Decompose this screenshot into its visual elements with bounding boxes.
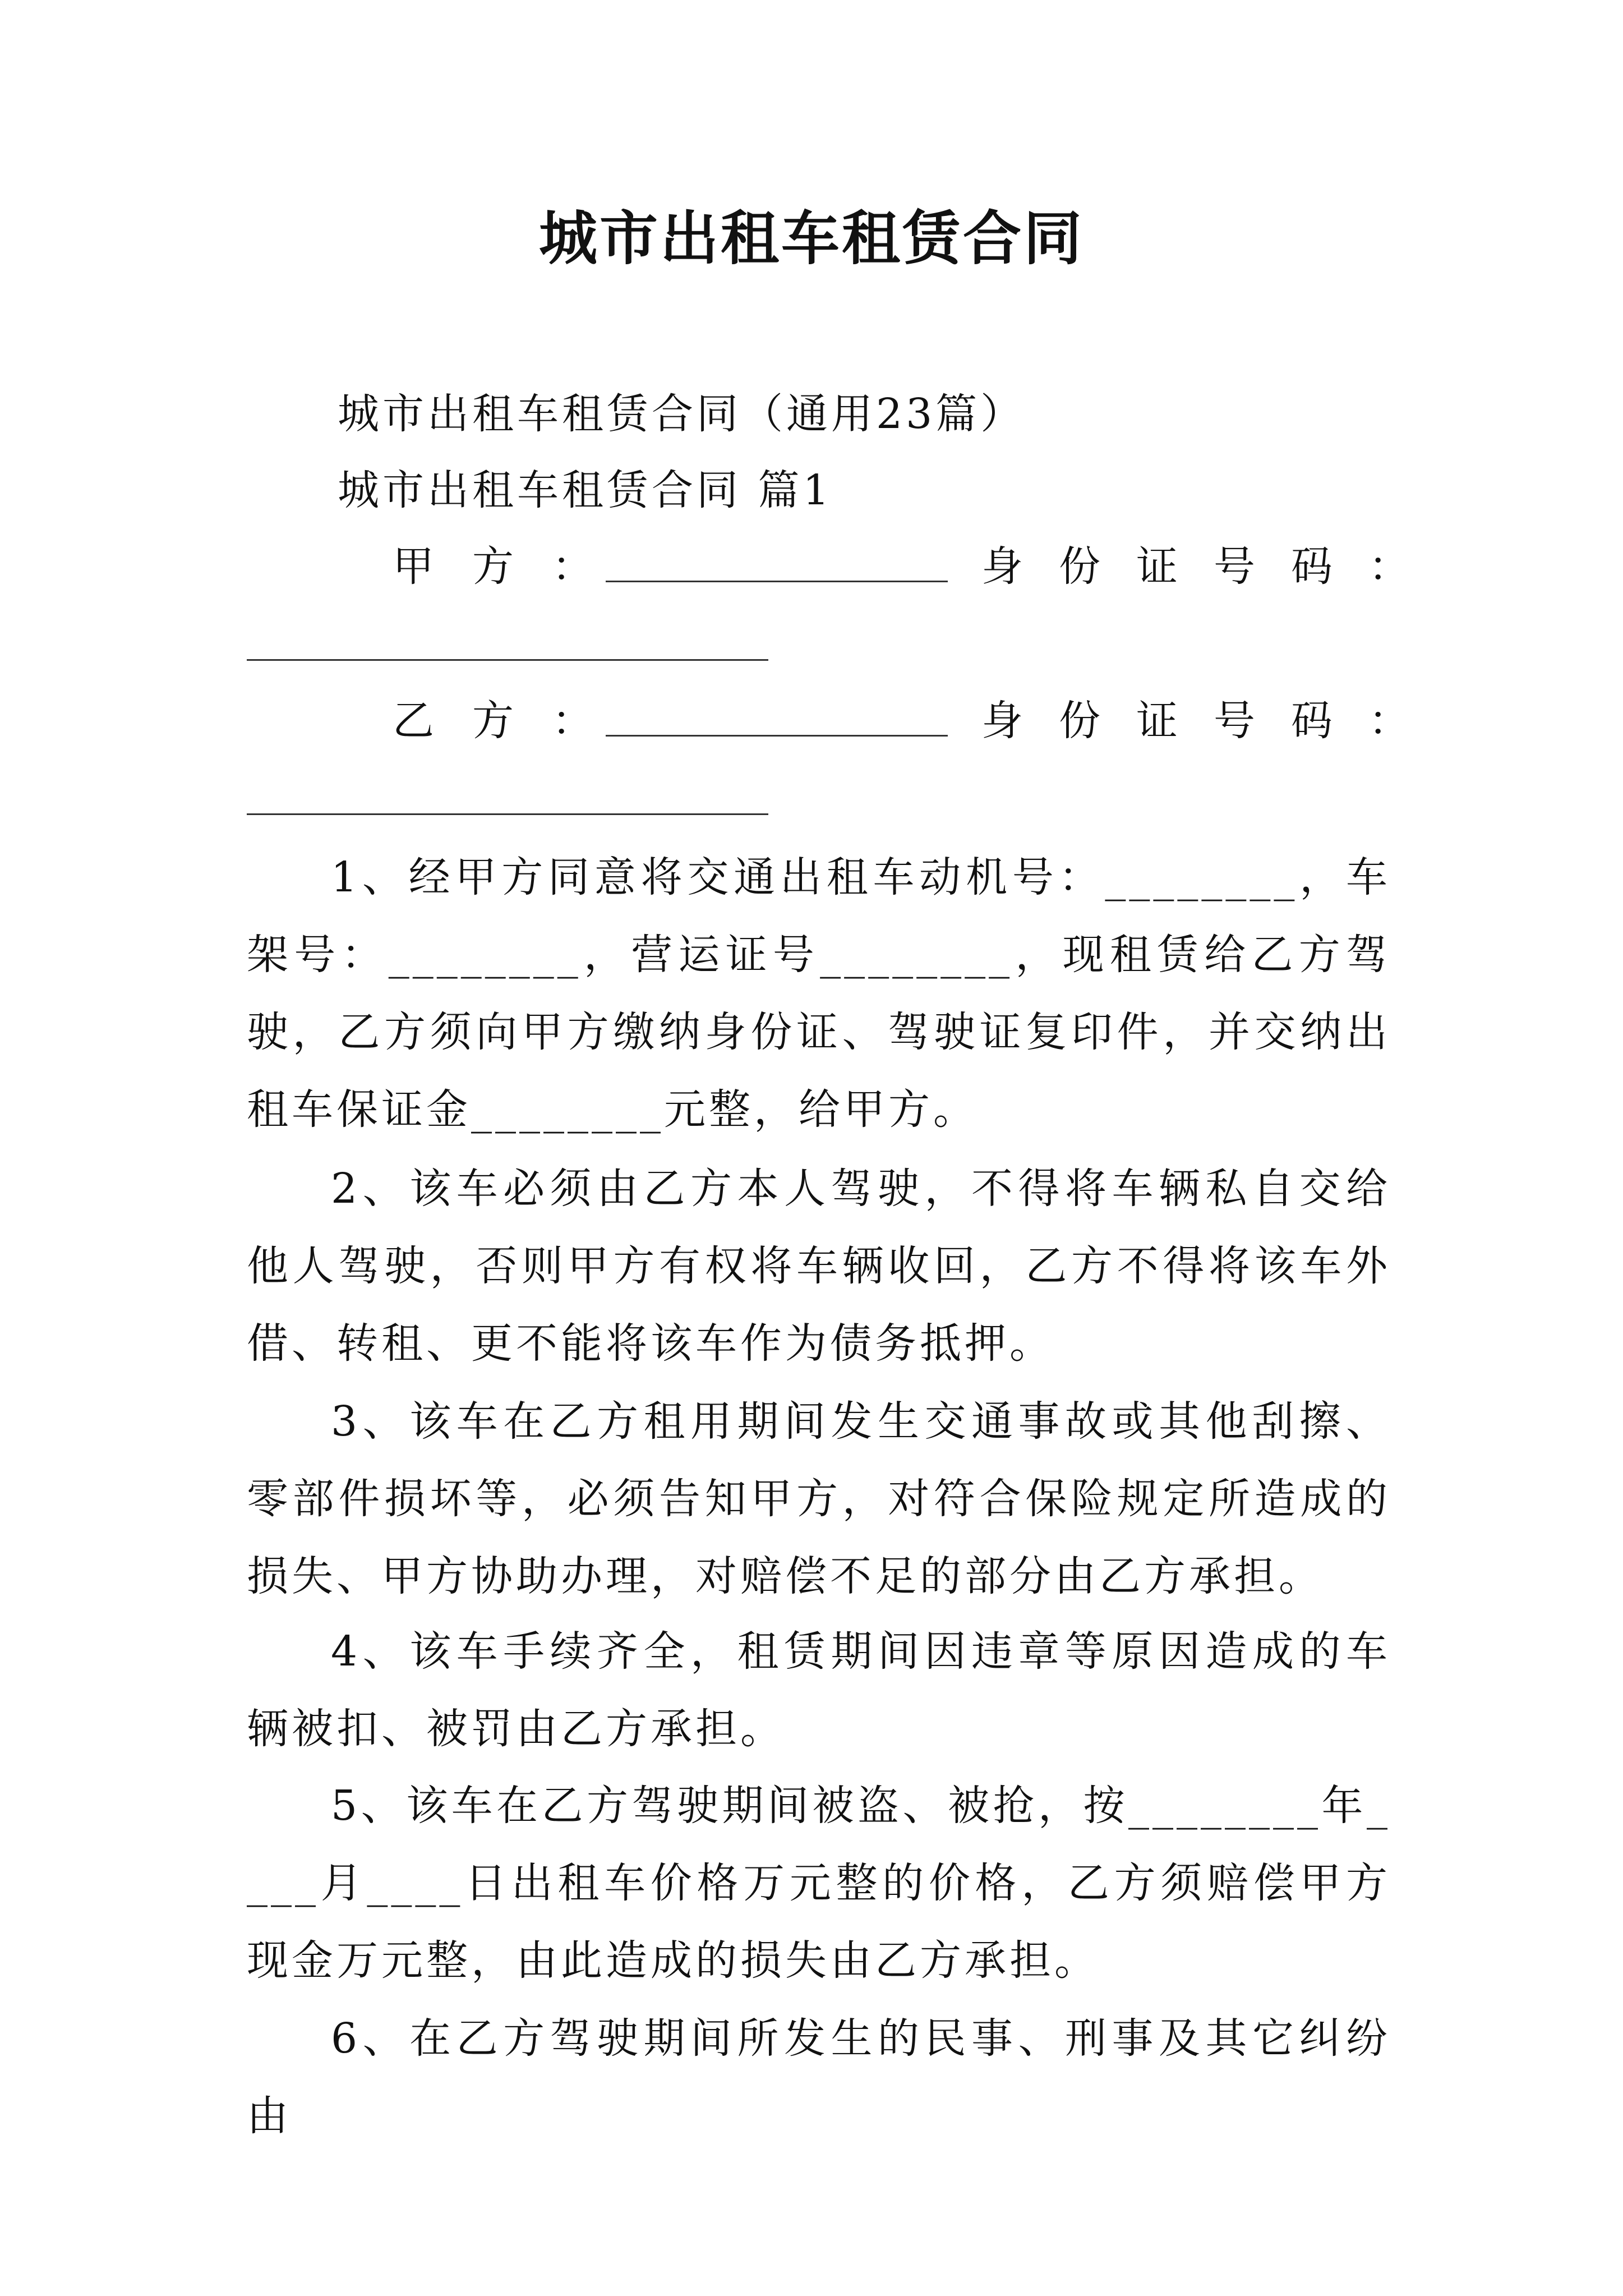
party-b-id-blank (247, 813, 768, 815)
party-a-id-label: 身份证号码： (981, 542, 1446, 591)
clause-2: 2、该车必须由乙方本人驾驶，不得将车辆私自交给他人驾驶，否则甲方有权将车辆收回，乙方不得将该车外借、转租、更不能将该车作为债务抵押。 (247, 1165, 1391, 1368)
party-b-line (247, 690, 1446, 752)
party-a-name-blank (606, 581, 948, 582)
clause-4: 4、该车手续齐全，租赁期间因违章等原因造成的车辆被扣、被罚由乙方承担。 (247, 1627, 1391, 1753)
party-b-id-label: 身份证号码： (981, 697, 1446, 745)
party-a-label: 甲方： (393, 542, 631, 591)
clause-6: 6、在乙方驾驶期间所发生的民事、刑事及其它纠纷由 (247, 2014, 1391, 2140)
section-heading: 城市出租车租赁合同 篇1 (338, 466, 833, 514)
document-title: 城市出租车租赁合同 (538, 204, 1084, 273)
clause-3: 3、该车在乙方租用期间发生交通事故或其他刮擦、零部件损坏等，必须告知甲方，对符合保险规定所造成的损失、甲方协助办理，对赔偿不足的部分由乙方承担。 (247, 1397, 1391, 1600)
document-subtitle: 城市出租车租赁合同（通用23篇） (338, 390, 1026, 438)
party-a-id-blank (247, 659, 768, 661)
party-b-name-blank (606, 735, 948, 737)
party-a-line (247, 536, 1446, 597)
clause-5: 5、该车在乙方驾驶期间被盗、被抢，按________年____月____日出租车价格万元整的价格，乙方须赔偿甲方现金万元整，由此造成的损失由乙方承担。 (247, 1782, 1391, 1985)
party-b-label: 乙方： (393, 697, 631, 745)
clause-1: 1、经甲方同意将交通出租车动机号：________，车架号：________，营运证号________，现租赁给乙方驾驶，乙方须向甲方缴纳身份证、驾驶证复印件，并交纳出租车保证金________元整，给甲方。 (247, 853, 1391, 1134)
